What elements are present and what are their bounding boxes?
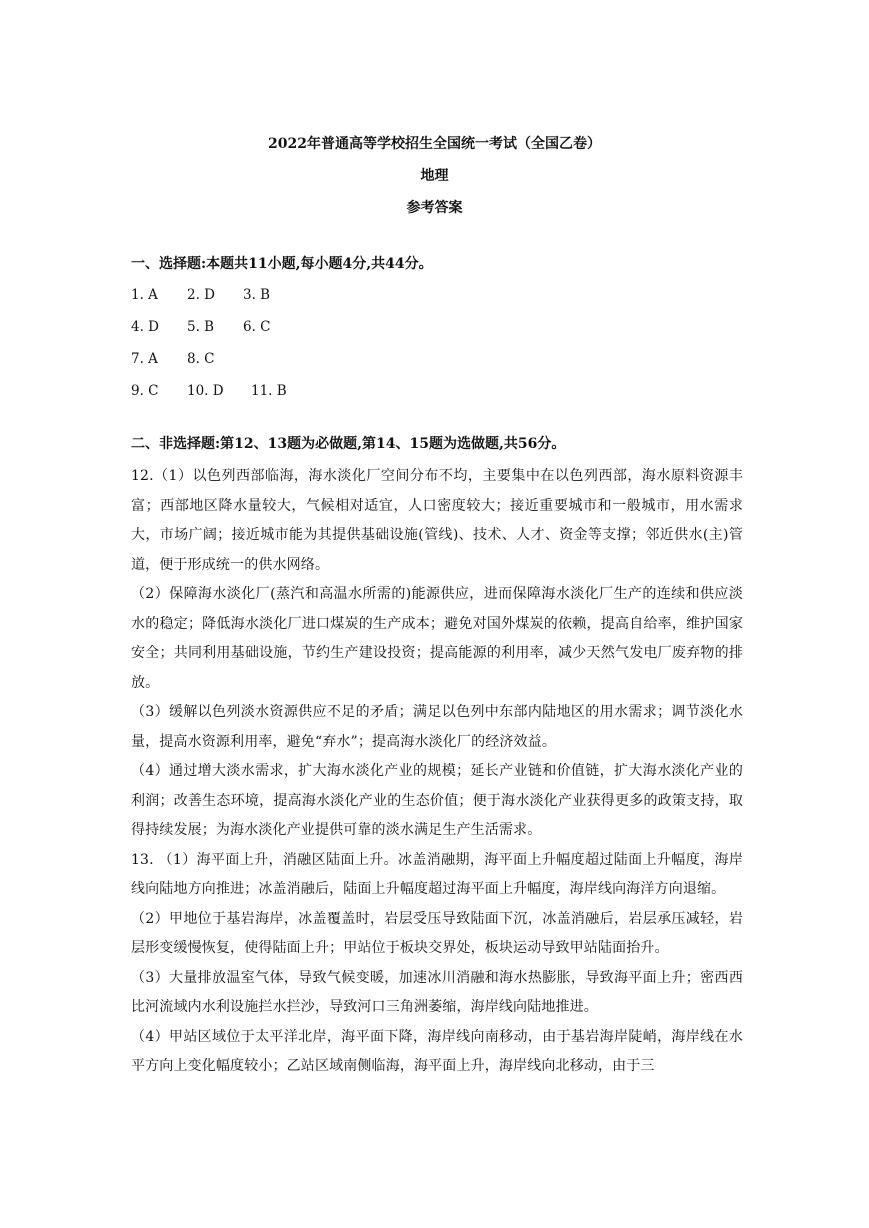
answer-paragraph-12-3: （3）缓解以色列淡水资源供应不足的矛盾；满足以色列中东部内陆地区的用水需求；调节淡化水量，提高水资源利用率，避免“弃水”；提高海水淡化厂的经济效益。 xyxy=(131,704,743,750)
answer-row xyxy=(131,381,531,413)
answer-paragraph-13-2: （2）甲地位于基岩海岸，冰盖覆盖时，岩层受压导致陆面下沉，冰盖消融后，岩层承压减轻，岩层形变缓慢恢复，使得陆面上升；甲站位于板块交界处，板块运动导致甲站陆面抬升。 xyxy=(131,910,743,956)
answer-item: 3. B xyxy=(243,287,271,303)
answer-paragraph-13-4: （4）甲站区域位于太平洋北岸，海平面下降，海岸线向南移动，由于基岩海岸陡峭，海岸线在水平方向上变化幅度较小；乙站区域南侧临海，海平面上升，海岸线向北移动，由于三 xyxy=(131,1028,743,1074)
answer-row xyxy=(131,317,531,349)
answer-item: 8. C xyxy=(187,351,215,367)
section1-heading: 一、选择题:本题共11小题,每小题4分,共44分。 xyxy=(131,256,433,272)
answer-item: 5. B xyxy=(187,319,215,335)
answer-paragraph-12-4: （4）通过增大淡水需求，扩大海水淡化产业的规模；延长产业链和价值链，扩大海水淡化产业的利润；改善生态环境，提高海水淡化产业的生态价值；便于海水淡化产业获得更多的政策支持，取得持续发展；为海水淡化产业提供可靠的淡水满足生产生活需求。 xyxy=(131,763,743,838)
answer-paragraph-12-1: 12.（1）以色列西部临海，海水淡化厂空间分布不均，主要集中在以色列西部，海水原料资源丰富；西部地区降水量较大，气候相对适宜，人口密度较大；接近重要城市和一般城市，用水需求大，市场广阔；接近城市能为其提供基础设施(管线)、技术、人才、资金等支撑；邻近供水(主)管道，便于形成统一的供水网络。 xyxy=(131,468,743,573)
exam-title: 2022年普通高等学校招生全国统一考试（全国乙卷） xyxy=(268,136,601,152)
answer-key-title: 参考答案 xyxy=(406,200,463,216)
section2-heading: 二、非选择题:第12、13题为必做题,第14、15题为选做题,共56分。 xyxy=(131,436,566,452)
answer-item: 1. A xyxy=(131,287,158,303)
answer-item: 2. D xyxy=(187,287,215,303)
answer-item: 11. B xyxy=(251,383,287,399)
answer-item: 4. D xyxy=(131,319,159,335)
answer-item: 6. C xyxy=(243,319,271,335)
answer-paragraph-13-1: 13. （1）海平面上升，消融区陆面上升。冰盖消融期，海平面上升幅度超过陆面上升幅度，海岸线向陆地方向推进；冰盖消融后，陆面上升幅度超过海平面上升幅度，海岸线向海洋方向退缩。 xyxy=(131,851,743,897)
answer-row xyxy=(131,349,531,381)
answer-item: 10. D xyxy=(187,383,224,399)
answer-item: 7. A xyxy=(131,351,158,367)
multiple-choice-answers xyxy=(131,285,531,413)
section2-answers xyxy=(131,462,743,1082)
answer-row xyxy=(131,285,531,317)
answer-paragraph-12-2: （2）保障海水淡化厂(蒸汽和高温水所需的)能源供应，进而保障海水淡化厂生产的连续和供应淡水的稳定；降低海水淡化厂进口煤炭的生产成本；避免对国外煤炭的依赖，提高自给率，维护国家安全；共同利用基础设施，节约生产建设投资；提高能源的利用率，减少天然气发电厂废弃物的排放。 xyxy=(131,586,743,691)
subject-title: 地理 xyxy=(420,168,449,184)
answer-item: 9. C xyxy=(131,383,159,399)
answer-paragraph-13-3: （3）大量排放温室气体，导致气候变暖，加速冰川消融和海水热膨胀，导致海平面上升；密西西比河流域内水利设施拦水拦沙，导致河口三角洲萎缩，海岸线向陆地推进。 xyxy=(131,969,743,1015)
